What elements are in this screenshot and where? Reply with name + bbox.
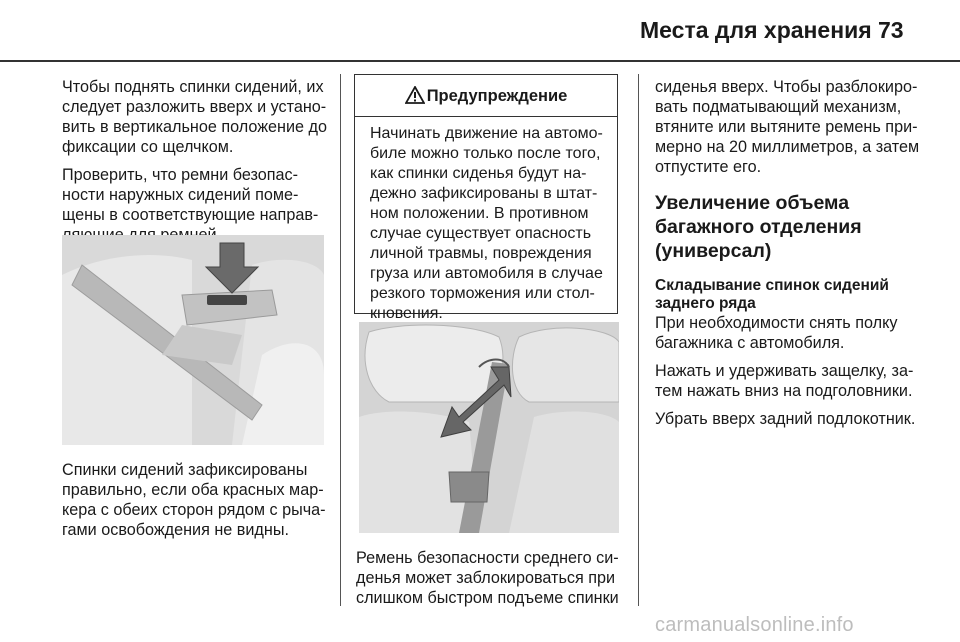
subsection-heading: Складывание спинок сидений заднего ряда	[655, 277, 889, 312]
seat-lock-illustration	[62, 235, 324, 445]
page-number: 73	[878, 17, 904, 43]
warning-title: Предупреждение	[426, 87, 568, 105]
warning-box	[354, 74, 618, 322]
col3-paragraph-2: При необходимости снять полку багажника с автомобиля.	[655, 314, 898, 352]
col1-paragraph-2: Проверить, что ремни безопас- ности наружных сидений поме- щены в соответствующие направ-	[62, 166, 319, 224]
column-3	[655, 77, 955, 437]
section-heading: Увеличение объема багажного отделения (универсал)	[655, 192, 862, 262]
column-divider-1	[340, 74, 341, 606]
warning-header	[355, 75, 617, 117]
col2-caption: Ремень безопасности среднего си- денья может заблокироваться при слишком быстром подъеме спинки	[356, 549, 619, 607]
warning-body: Начинать движение на автомо- биле можно только после того, как спинки сиденья будут на- дежно зафиксированы в штат- ном положении. В противном случае существует опасность личной травмы, повреждения груза или автомобиля в случае резкого торможения или стол- кновения.	[370, 125, 603, 322]
col3-paragraph-3: Нажать и удерживать защелку, за- тем нажать вниз на подголовники.	[655, 362, 914, 400]
middle-belt-illustration	[359, 322, 619, 533]
col1-paragraph-1: Чтобы поднять спинки сидений, их следует разложить вверх и устано- вить в вертикальное положение до фиксации со щелчком.	[62, 78, 327, 156]
header-divider	[0, 60, 960, 62]
column-1	[62, 77, 332, 253]
column-divider-2	[638, 74, 639, 606]
watermark: carmanualsonline.info	[655, 614, 854, 636]
col3-paragraph-1: сиденья вверх. Чтобы разблокиро- вать подматывающий механизм, втяните или вытяните ремень при- мерно на 20 миллиметров, а затем отпустите его.	[655, 78, 920, 176]
col1-caption: Спинки сидений зафиксированы правильно, если оба красных мар- кера с обеих сторон рядом с рыча- гами освобождения не видны.	[62, 461, 326, 539]
page-title: Места для хранения	[640, 17, 872, 43]
col3-paragraph-4: Убрать вверх задний подлокотник.	[655, 410, 916, 428]
warning-triangle-icon	[405, 86, 425, 104]
